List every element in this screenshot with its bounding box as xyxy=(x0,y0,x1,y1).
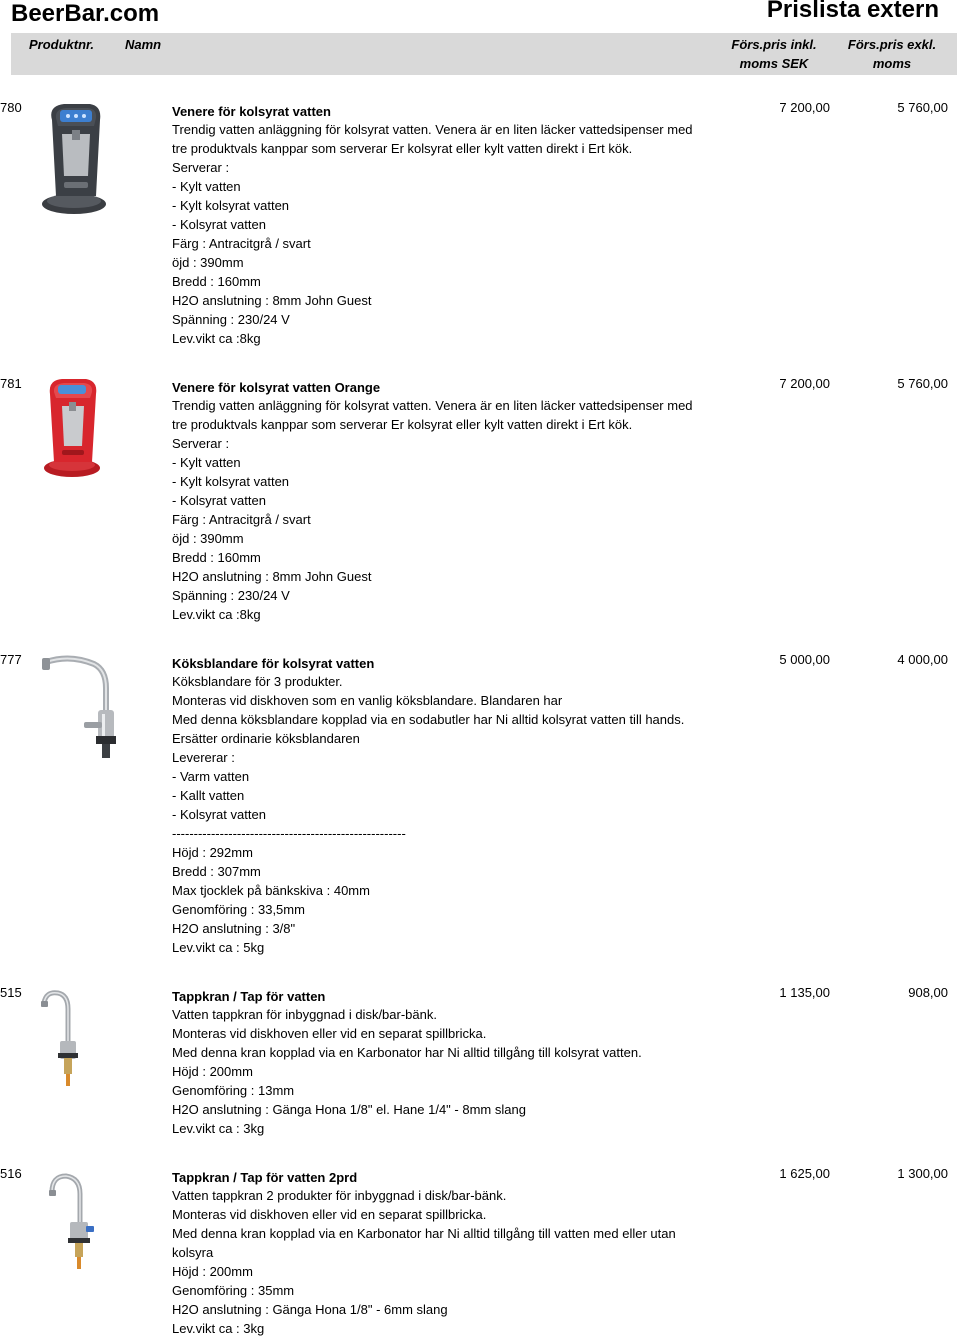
price-inkl-moms: 7 200,00 xyxy=(779,376,830,391)
price-inkl-moms: 1 625,00 xyxy=(779,1166,830,1181)
product-name: Köksblandare för kolsyrat vatten xyxy=(172,656,375,671)
description-line: - Kylt vatten xyxy=(172,179,241,194)
product-number: 516 xyxy=(0,1166,22,1181)
description-line: Levererar : xyxy=(172,750,235,765)
water-dispenser-red-icon xyxy=(40,376,104,480)
price-inkl-moms: 5 000,00 xyxy=(779,652,830,667)
product-description xyxy=(172,1186,676,1338)
description-line: Vatten tappkran 2 produkter för inbyggnad i disk/bar-bänk. xyxy=(172,1188,507,1203)
description-line: tre produktvals kanppar som serverar Er kolsyrat eller kylt vatten direkt i Ert kök. xyxy=(172,417,633,432)
description-line: H2O anslutning : 8mm John Guest xyxy=(172,569,372,584)
description-line: Monteras vid diskhoven eller vid en separat spillbricka. xyxy=(172,1026,487,1041)
product-description xyxy=(172,672,684,957)
description-line: Färg : Antracitgrå / svart xyxy=(172,236,311,251)
description-line: Höjd : 200mm xyxy=(172,1264,253,1279)
description-line: Lev.vikt ca :8kg xyxy=(172,331,261,346)
description-line: Lev.vikt ca : 5kg xyxy=(172,940,265,955)
column-header-price-inkl-line2: moms SEK xyxy=(739,56,809,71)
product-name: Venere för kolsyrat vatten Orange xyxy=(172,380,381,395)
column-header-price-inkl-line1: Förs.pris inkl. xyxy=(731,37,817,52)
column-header-price-inkl xyxy=(711,35,837,73)
column-header-nr: Produktnr. xyxy=(29,37,95,52)
description-line: Monteras vid diskhoven eller vid en separat spillbricka. xyxy=(172,1207,487,1222)
description-line: Lev.vikt ca :8kg xyxy=(172,607,261,622)
description-line: H2O anslutning : Gänga Hona 1/8" el. Hane 1/4" - 8mm slang xyxy=(172,1102,526,1117)
price-exkl-moms: 908,00 xyxy=(908,985,948,1000)
description-line: Genomföring : 35mm xyxy=(172,1283,295,1298)
product-number: 777 xyxy=(0,652,22,667)
price-inkl-moms: 1 135,00 xyxy=(779,985,830,1000)
column-header-price-exkl-line2: moms xyxy=(872,56,912,71)
price-inkl-moms: 7 200,00 xyxy=(779,100,830,115)
description-line: Med denna köksblandare kopplad via en sodabutler har Ni alltid kolsyrat vatten till hands. xyxy=(172,712,685,727)
description-line: Med denna kran kopplad via en Karbonator har Ni alltid tillgång till kolsyrat vatten. xyxy=(172,1045,642,1060)
description-line: öjd : 390mm xyxy=(172,531,244,546)
description-line: Max tjocklek på bänkskiva : 40mm xyxy=(172,883,370,898)
description-line: H2O anslutning : 3/8" xyxy=(172,921,296,936)
description-line: - Kylt vatten xyxy=(172,455,241,470)
brand-logo: BeerBar.com xyxy=(11,0,160,27)
price-exkl-moms: 5 760,00 xyxy=(897,100,948,115)
product-description xyxy=(172,396,693,624)
description-line: Ersätter ordinarie köksblandaren xyxy=(172,731,360,746)
description-line: - Kolsyrat vatten xyxy=(172,217,266,232)
product-description xyxy=(172,120,693,348)
description-line: Köksblandare för 3 produkter. xyxy=(172,674,343,689)
description-line: Lev.vikt ca : 3kg xyxy=(172,1321,265,1336)
description-line: kolsyra xyxy=(172,1245,214,1260)
description-line: öjd : 390mm xyxy=(172,255,244,270)
description-line: - Kallt vatten xyxy=(172,788,245,803)
water-dispenser-black-icon xyxy=(38,100,110,218)
column-header-price-exkl xyxy=(841,35,943,73)
description-line: tre produktvals kanppar som serverar Er kolsyrat eller kylt vatten direkt i Ert kök. xyxy=(172,141,633,156)
product-name: Tappkran / Tap för vatten xyxy=(172,989,326,1004)
description-line: - Varm vatten xyxy=(172,769,250,784)
description-line: Bredd : 160mm xyxy=(172,550,261,565)
description-line: Med denna kran kopplad via en Karbonator har Ni alltid tillgång till vatten med eller utan xyxy=(172,1226,676,1241)
description-line: ------------------------------------------------------ xyxy=(172,826,406,841)
product-number: 781 xyxy=(0,376,22,391)
water-tap-single-icon xyxy=(40,987,84,1087)
description-line: Bredd : 307mm xyxy=(172,864,261,879)
price-exkl-moms: 5 760,00 xyxy=(897,376,948,391)
description-line: - Kylt kolsyrat vatten xyxy=(172,474,290,489)
document-title: Prislista extern xyxy=(766,0,939,23)
description-line: H2O anslutning : Gänga Hona 1/8" - 6mm slang xyxy=(172,1302,448,1317)
product-description xyxy=(172,1005,642,1138)
price-exkl-moms: 1 300,00 xyxy=(897,1166,948,1181)
product-name: Tappkran / Tap för vatten 2prd xyxy=(172,1170,358,1185)
description-line: Monteras vid diskhoven som en vanlig köksblandare. Blandaren har xyxy=(172,693,563,708)
column-header-price-exkl-line1: Förs.pris exkl. xyxy=(847,37,937,52)
description-line: Höjd : 292mm xyxy=(172,845,253,860)
description-line: Spänning : 230/24 V xyxy=(172,588,290,603)
price-exkl-moms: 4 000,00 xyxy=(897,652,948,667)
product-number: 515 xyxy=(0,985,22,1000)
description-line: Lev.vikt ca : 3kg xyxy=(172,1121,265,1136)
description-line: - Kolsyrat vatten xyxy=(172,807,266,822)
description-line: H2O anslutning : 8mm John Guest xyxy=(172,293,372,308)
water-tap-double-icon xyxy=(46,1170,96,1270)
description-line: Trendig vatten anläggning för kolsyrat vatten. Venera är en liten läcker vattedsipenser med xyxy=(172,398,693,413)
table-header xyxy=(11,33,957,75)
description-line: Vatten tappkran för inbyggnad i disk/bar-bänk. xyxy=(172,1007,437,1022)
description-line: Trendig vatten anläggning för kolsyrat vatten. Venera är en liten läcker vattedsipenser med xyxy=(172,122,693,137)
description-line: Serverar : xyxy=(172,436,230,451)
product-number: 780 xyxy=(0,100,22,115)
description-line: Höjd : 200mm xyxy=(172,1064,253,1079)
description-line: Spänning : 230/24 V xyxy=(172,312,290,327)
description-line: Färg : Antracitgrå / svart xyxy=(172,512,311,527)
description-line: Genomföring : 33,5mm xyxy=(172,902,305,917)
column-header-name: Namn xyxy=(125,37,162,52)
description-line: - Kolsyrat vatten xyxy=(172,493,266,508)
product-name: Venere för kolsyrat vatten xyxy=(172,104,331,119)
kitchen-mixer-tap-icon xyxy=(40,652,120,758)
description-line: Bredd : 160mm xyxy=(172,274,261,289)
description-line: Genomföring : 13mm xyxy=(172,1083,295,1098)
description-line: Serverar : xyxy=(172,160,230,175)
description-line: - Kylt kolsyrat vatten xyxy=(172,198,290,213)
